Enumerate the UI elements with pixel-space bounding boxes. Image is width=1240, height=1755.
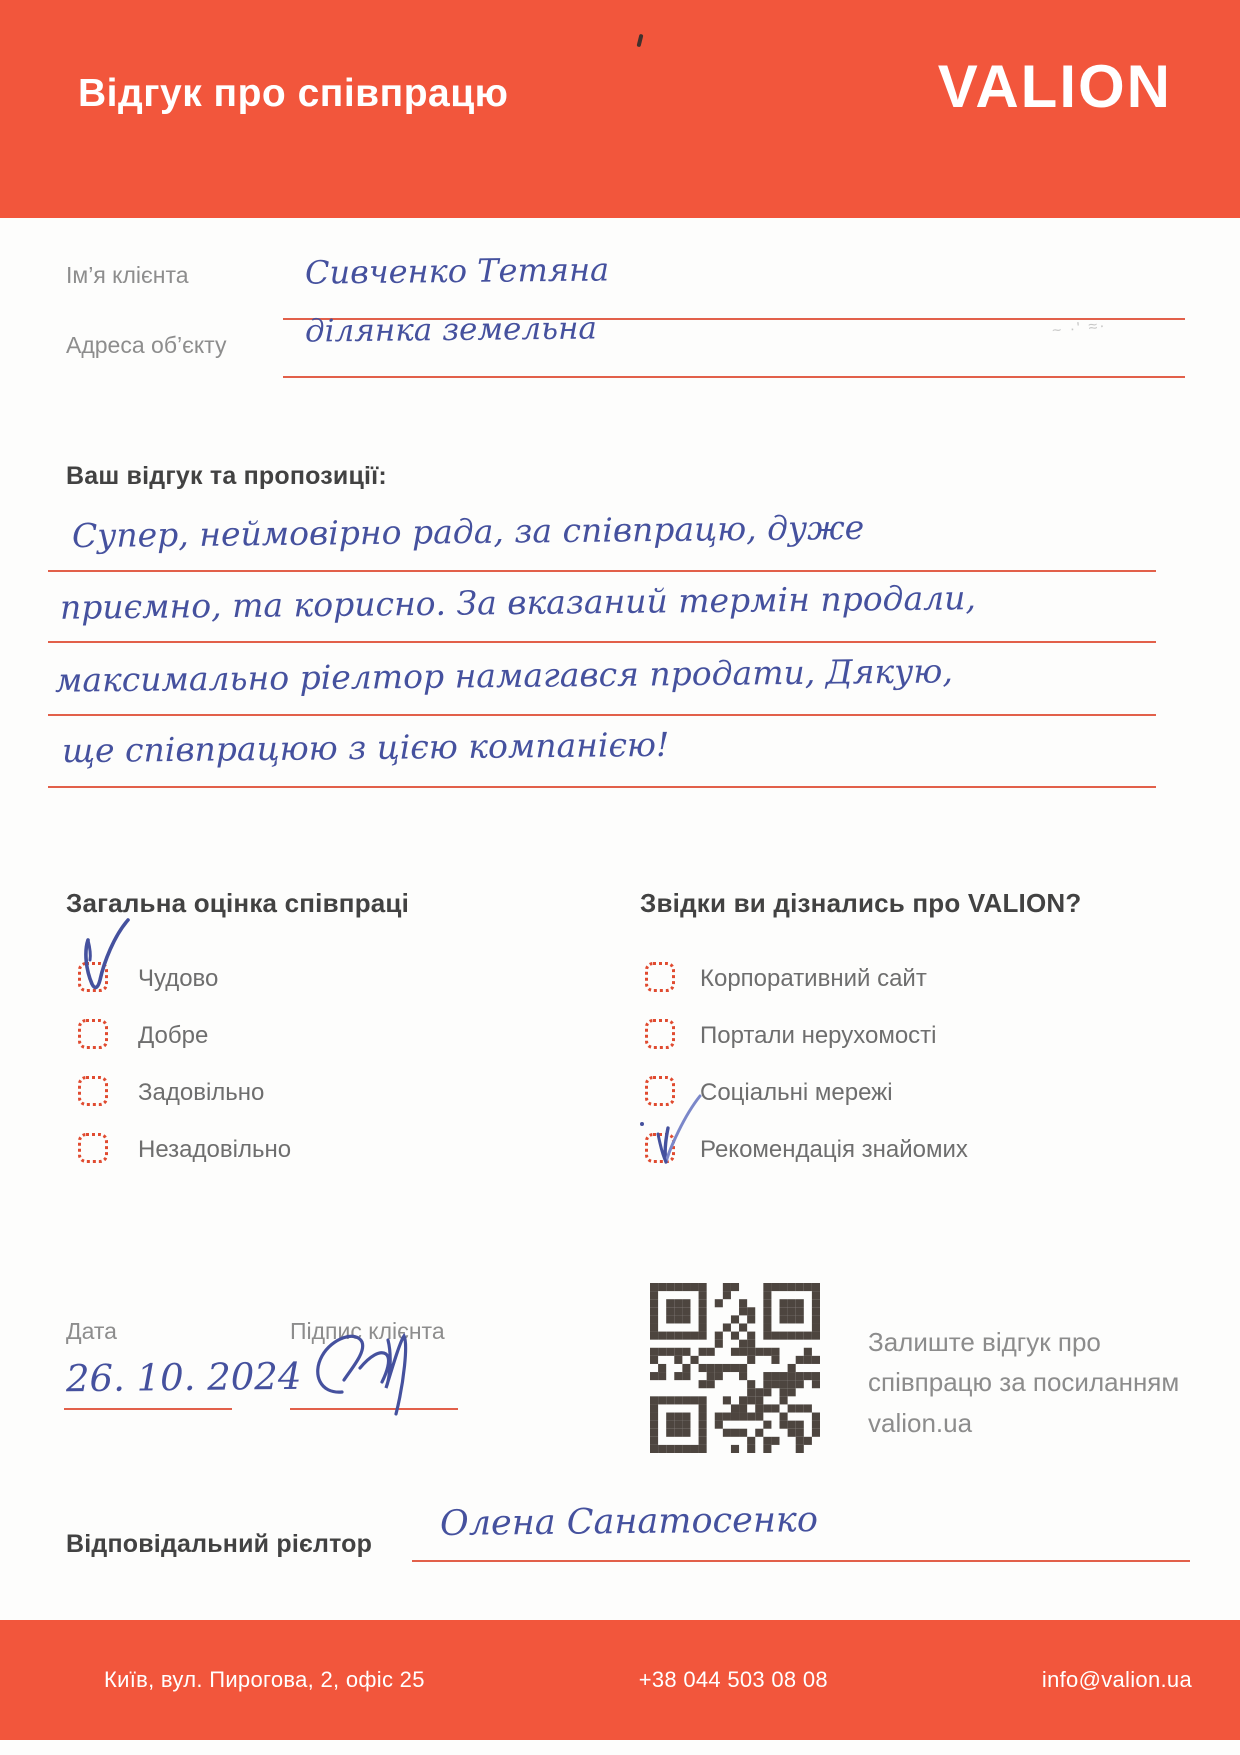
date-line (64, 1408, 232, 1410)
checkbox-rating-good (78, 1019, 108, 1049)
date-handwriting: 26. 10. 2024 (65, 1354, 302, 1401)
scan-speck (636, 34, 643, 48)
rating-option-good: Добре (138, 1022, 209, 1049)
source-option-portals: Портали нерухомості (700, 1022, 937, 1049)
feedback-handwriting-4: ще співпрацюю з цією компанією! (61, 724, 670, 771)
feedback-line-1 (48, 570, 1156, 572)
pencil-mark: ~ ·' ≈· (1051, 317, 1108, 340)
object-address-label: Адреса об’єкту (66, 332, 227, 358)
rating-option-excellent: Чудово (138, 965, 219, 992)
feedback-line-3 (48, 714, 1156, 716)
feedback-handwriting-3: максимально ріелтор намагався продати, Дякую, (54, 651, 954, 700)
rating-option-unsatisfactory: Незадовільно (138, 1136, 292, 1163)
feedback-handwriting-1: Супер, неймовірно рада, за співпрацю, дуже (71, 507, 865, 556)
object-address-handwriting: ділянка земельна (304, 310, 598, 350)
footer-address: Київ, вул. Пирогова, 2, офіс 25 (104, 1667, 425, 1692)
realtor-line (412, 1560, 1190, 1562)
footer-email: info@valion.ua (1041, 1667, 1192, 1692)
signature-label: Підпис клієнта (290, 1318, 445, 1344)
checkbox-source-portals (645, 1019, 675, 1049)
source-option-recommendation: Рекомендація знайомих (700, 1136, 968, 1163)
header-band (0, 0, 1240, 218)
client-name-handwriting: Сивченко Тетяна (304, 250, 610, 292)
source-option-social: Соціальні мережі (700, 1079, 893, 1106)
checkbox-rating-unsatisfactory (78, 1133, 108, 1163)
signature-line (290, 1408, 458, 1410)
object-address-line (283, 376, 1185, 378)
feedback-line-2 (48, 641, 1156, 643)
checkbox-source-social (645, 1076, 675, 1106)
checkbox-rating-satisfactory (78, 1076, 108, 1106)
feedback-heading: Ваш відгук та пропозиції: (66, 462, 387, 490)
realtor-label: Відповідальний рієлтор (66, 1530, 373, 1558)
checkbox-source-website (645, 962, 675, 992)
feedback-handwriting-2: приємно, та корисно. За вказаний термін продали, (59, 578, 977, 627)
qr-caption: Залиште відгук про співпрацю за посиланням valion.ua (868, 1327, 1180, 1438)
source-option-website: Корпоративний сайт (700, 965, 927, 992)
date-label: Дата (66, 1318, 117, 1344)
page-title: Відгук про співпрацю (78, 72, 509, 115)
feedback-line-4 (48, 786, 1156, 788)
qr-code (650, 1283, 820, 1453)
footer-phone: +38 044 503 08 08 (638, 1667, 828, 1692)
footer-band (0, 1620, 1240, 1740)
client-name-label: Ім’я клієнта (66, 262, 189, 288)
rating-option-satisfactory: Задовільно (138, 1079, 265, 1106)
valion-logo: VALION (937, 53, 1172, 120)
realtor-handwriting: Олена Санатосенко (439, 1500, 819, 1544)
source-heading: Звідки ви дізнались про VALION? (640, 888, 1082, 918)
checkbox-rating-excellent (78, 962, 108, 992)
checkbox-source-recommendation (645, 1133, 675, 1163)
rating-heading: Загальна оцінка співпраці (66, 888, 410, 918)
